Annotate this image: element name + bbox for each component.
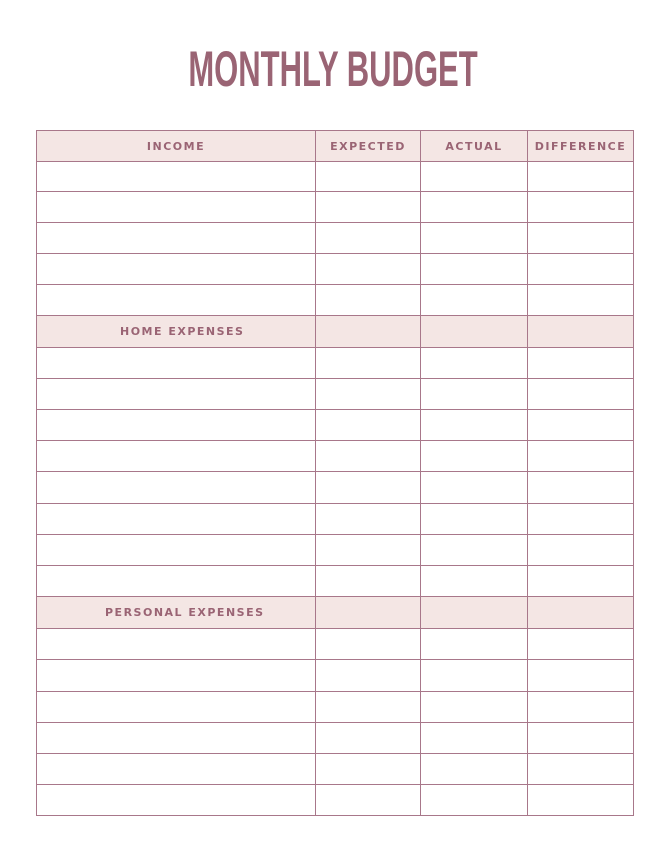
actual-cell[interactable] bbox=[421, 785, 528, 816]
actual-cell[interactable] bbox=[421, 441, 528, 472]
home-expense-item-cell[interactable] bbox=[37, 348, 316, 379]
page-title: MONTHLY BUDGET bbox=[188, 41, 478, 97]
expected-cell[interactable] bbox=[316, 723, 421, 754]
home-expense-item-cell[interactable] bbox=[37, 504, 316, 535]
table-row bbox=[37, 566, 634, 597]
expected-cell[interactable] bbox=[316, 192, 421, 223]
expected-cell[interactable] bbox=[316, 754, 421, 785]
expected-cell[interactable] bbox=[316, 254, 421, 285]
actual-cell[interactable] bbox=[421, 162, 528, 192]
table-row bbox=[37, 723, 634, 754]
actual-cell[interactable] bbox=[421, 192, 528, 223]
expected-cell[interactable] bbox=[316, 162, 421, 192]
difference-cell[interactable] bbox=[528, 566, 634, 597]
difference-cell[interactable] bbox=[528, 223, 634, 254]
actual-cell[interactable] bbox=[421, 692, 528, 723]
difference-cell[interactable] bbox=[528, 162, 634, 192]
actual-cell[interactable] bbox=[421, 535, 528, 566]
home-expense-item-cell[interactable] bbox=[37, 472, 316, 504]
difference-header: DIFFERENCE bbox=[528, 131, 634, 162]
expected-header: EXPECTED bbox=[316, 131, 421, 162]
income-item-cell[interactable] bbox=[37, 162, 316, 192]
difference-cell[interactable] bbox=[528, 535, 634, 566]
expected-cell[interactable] bbox=[316, 223, 421, 254]
difference-cell[interactable] bbox=[528, 472, 634, 504]
actual-cell[interactable] bbox=[421, 410, 528, 441]
expected-cell[interactable] bbox=[316, 379, 421, 410]
table-row bbox=[37, 441, 634, 472]
difference-cell[interactable] bbox=[528, 285, 634, 316]
expected-cell[interactable] bbox=[316, 410, 421, 441]
table-row bbox=[37, 223, 634, 254]
personal-expense-item-cell[interactable] bbox=[37, 629, 316, 660]
personal-expense-item-cell[interactable] bbox=[37, 692, 316, 723]
difference-cell[interactable] bbox=[528, 504, 634, 535]
actual-cell[interactable] bbox=[421, 566, 528, 597]
difference-cell[interactable] bbox=[528, 192, 634, 223]
difference-cell[interactable] bbox=[528, 723, 634, 754]
income-item-cell[interactable] bbox=[37, 223, 316, 254]
personal-expenses-label: PERSONAL EXPENSES bbox=[37, 597, 316, 629]
actual-cell[interactable] bbox=[421, 223, 528, 254]
difference-cell[interactable] bbox=[528, 692, 634, 723]
expected-cell[interactable] bbox=[316, 348, 421, 379]
personal-expense-item-cell[interactable] bbox=[37, 754, 316, 785]
personal-expense-item-cell[interactable] bbox=[37, 660, 316, 692]
section-fill-cell bbox=[421, 316, 528, 348]
expected-cell[interactable] bbox=[316, 285, 421, 316]
income-item-cell[interactable] bbox=[37, 285, 316, 316]
actual-cell[interactable] bbox=[421, 472, 528, 504]
table-row bbox=[37, 192, 634, 223]
expected-cell[interactable] bbox=[316, 566, 421, 597]
section-fill-cell bbox=[316, 316, 421, 348]
difference-cell[interactable] bbox=[528, 754, 634, 785]
personal-expenses-header-row bbox=[37, 597, 634, 629]
table-row bbox=[37, 660, 634, 692]
income-item-cell[interactable] bbox=[37, 254, 316, 285]
difference-cell[interactable] bbox=[528, 348, 634, 379]
expected-cell[interactable] bbox=[316, 785, 421, 816]
home-expense-item-cell[interactable] bbox=[37, 535, 316, 566]
section-fill-cell bbox=[316, 597, 421, 629]
actual-cell[interactable] bbox=[421, 285, 528, 316]
section-fill-cell bbox=[528, 316, 634, 348]
table-row bbox=[37, 254, 634, 285]
difference-cell[interactable] bbox=[528, 379, 634, 410]
expected-cell[interactable] bbox=[316, 629, 421, 660]
budget-table bbox=[36, 130, 634, 816]
actual-header: ACTUAL bbox=[421, 131, 528, 162]
home-expense-item-cell[interactable] bbox=[37, 566, 316, 597]
table-row bbox=[37, 348, 634, 379]
home-expense-item-cell[interactable] bbox=[37, 441, 316, 472]
actual-cell[interactable] bbox=[421, 754, 528, 785]
section-fill-cell bbox=[421, 597, 528, 629]
actual-cell[interactable] bbox=[421, 254, 528, 285]
expected-cell[interactable] bbox=[316, 472, 421, 504]
expected-cell[interactable] bbox=[316, 692, 421, 723]
header-row bbox=[37, 131, 634, 162]
table-row bbox=[37, 162, 634, 192]
difference-cell[interactable] bbox=[528, 785, 634, 816]
table-row bbox=[37, 535, 634, 566]
difference-cell[interactable] bbox=[528, 660, 634, 692]
actual-cell[interactable] bbox=[421, 348, 528, 379]
section-fill-cell bbox=[528, 597, 634, 629]
actual-cell[interactable] bbox=[421, 629, 528, 660]
home-expenses-header-row bbox=[37, 316, 634, 348]
home-expenses-label: HOME EXPENSES bbox=[37, 316, 316, 348]
personal-expense-item-cell[interactable] bbox=[37, 785, 316, 816]
actual-cell[interactable] bbox=[421, 504, 528, 535]
table-row bbox=[37, 629, 634, 660]
personal-expense-item-cell[interactable] bbox=[37, 723, 316, 754]
table-row bbox=[37, 472, 634, 504]
table-row bbox=[37, 785, 634, 816]
expected-cell[interactable] bbox=[316, 504, 421, 535]
expected-cell[interactable] bbox=[316, 660, 421, 692]
difference-cell[interactable] bbox=[528, 410, 634, 441]
table-row bbox=[37, 379, 634, 410]
difference-cell[interactable] bbox=[528, 441, 634, 472]
table-row bbox=[37, 692, 634, 723]
actual-cell[interactable] bbox=[421, 379, 528, 410]
table-row bbox=[37, 754, 634, 785]
actual-cell[interactable] bbox=[421, 723, 528, 754]
table-row bbox=[37, 285, 634, 316]
table-row bbox=[37, 410, 634, 441]
home-expense-item-cell[interactable] bbox=[37, 379, 316, 410]
difference-cell[interactable] bbox=[528, 254, 634, 285]
income-item-cell[interactable] bbox=[37, 192, 316, 223]
difference-cell[interactable] bbox=[528, 629, 634, 660]
expected-cell[interactable] bbox=[316, 535, 421, 566]
table-row bbox=[37, 504, 634, 535]
expected-cell[interactable] bbox=[316, 441, 421, 472]
home-expense-item-cell[interactable] bbox=[37, 410, 316, 441]
income-header: INCOME bbox=[37, 131, 316, 162]
actual-cell[interactable] bbox=[421, 660, 528, 692]
